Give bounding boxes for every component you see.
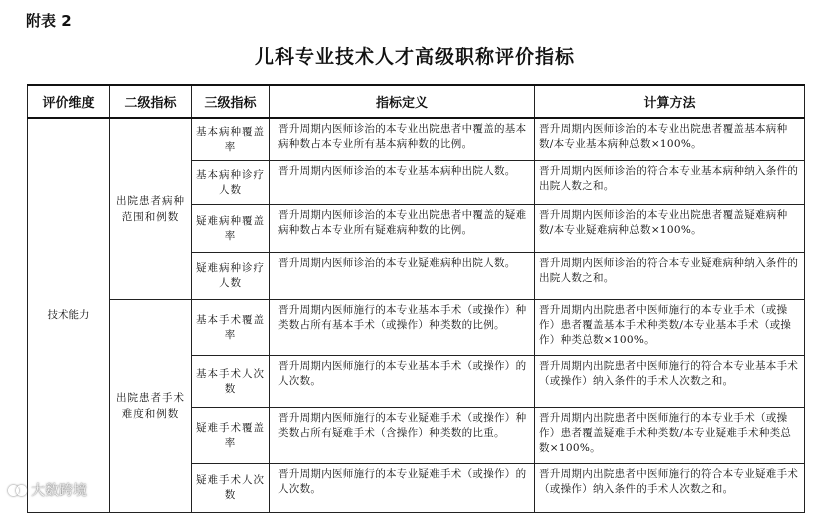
method-cell: 晋升周期内医师诊治的本专业出院患者覆盖基本病种数/本专业基本病种总数×100%。	[535, 118, 805, 161]
indicator-cell: 疑难手术覆盖率	[192, 408, 270, 464]
definition-cell: 晋升周期内医师诊治的本专业出院患者中覆盖的疑难病种数占本专业所有疑难病种数的比例。	[270, 205, 535, 253]
level2-cell: 出院患者手术难度和例数	[110, 300, 192, 513]
method-cell: 晋升周期内医师诊治的符合本专业疑难病种纳入条件的出院人数之和。	[535, 253, 805, 300]
watermark-text: 大数跨境	[31, 483, 87, 499]
appendix-label: 附表 2	[26, 12, 72, 30]
table-row	[28, 118, 805, 161]
header-definition: 指标定义	[270, 85, 535, 118]
method-cell: 晋升周期内医师诊治的符合本专业基本病种纳入条件的出院人数之和。	[535, 161, 805, 205]
method-cell: 晋升周期内出院患者中医师施行的符合本专业基本手术（或操作）纳入条件的手术人次数之和。	[535, 356, 805, 408]
method-cell: 晋升周期内医师诊治的本专业出院患者覆盖疑难病种数/本专业疑难病种总数×100%。	[535, 205, 805, 253]
definition-cell: 晋升周期内医师诊治的本专业疑难病种出院人数。	[270, 253, 535, 300]
header-method: 计算方法	[535, 85, 805, 118]
header-level3: 三级指标	[192, 85, 270, 118]
dimension-cell: 技术能力	[28, 118, 110, 513]
indicator-cell: 疑难病种诊疗人数	[192, 253, 270, 300]
evaluation-table	[27, 84, 805, 513]
header-dimension: 评价维度	[28, 85, 110, 118]
level2-cell: 出院患者病种范围和例数	[110, 118, 192, 300]
table-header-row	[28, 85, 805, 118]
watermark-logo-icon	[8, 483, 28, 497]
header-level2: 二级指标	[110, 85, 192, 118]
indicator-cell: 基本病种覆盖率	[192, 118, 270, 161]
definition-cell: 晋升周期内医师施行的本专业疑难手术（或操作）种类数占所有疑难手术（含操作）种类数的比重。	[270, 408, 535, 464]
definition-cell: 晋升周期内医师施行的本专业疑难手术（或操作）的人次数。	[270, 464, 535, 513]
indicator-cell: 基本病种诊疗人数	[192, 161, 270, 205]
document-title: 儿科专业技术人才高级职称评价指标	[254, 46, 575, 68]
method-cell: 晋升周期内出院患者中医师施行的本专业手术（或操作）患者覆盖基本手术种类数/本专业基本手术（或操作）种类总数×100%。	[535, 300, 805, 356]
watermark	[8, 480, 87, 500]
method-cell: 晋升周期内出院患者中医师施行的本专业手术（或操作）患者覆盖疑难手术种类数/本专业疑难手术种类总数×100%。	[535, 408, 805, 464]
indicator-cell: 疑难手术人次数	[192, 464, 270, 513]
method-cell: 晋升周期内出院患者中医师施行的符合本专业疑难手术（或操作）纳入条件的手术人次数之和。	[535, 464, 805, 513]
definition-cell: 晋升周期内医师诊治的本专业基本病种出院人数。	[270, 161, 535, 205]
definition-cell: 晋升周期内医师施行的本专业基本手术（或操作）种类数占所有基本手术（或操作）种类数的比例。	[270, 300, 535, 356]
definition-cell: 晋升周期内医师施行的本专业基本手术（或操作）的人次数。	[270, 356, 535, 408]
indicator-cell: 基本手术人次数	[192, 356, 270, 408]
indicator-cell: 疑难病种覆盖率	[192, 205, 270, 253]
table-row	[28, 300, 805, 356]
indicator-cell: 基本手术覆盖率	[192, 300, 270, 356]
definition-cell: 晋升周期内医师诊治的本专业出院患者中覆盖的基本病种数占本专业所有基本病种数的比例。	[270, 118, 535, 161]
